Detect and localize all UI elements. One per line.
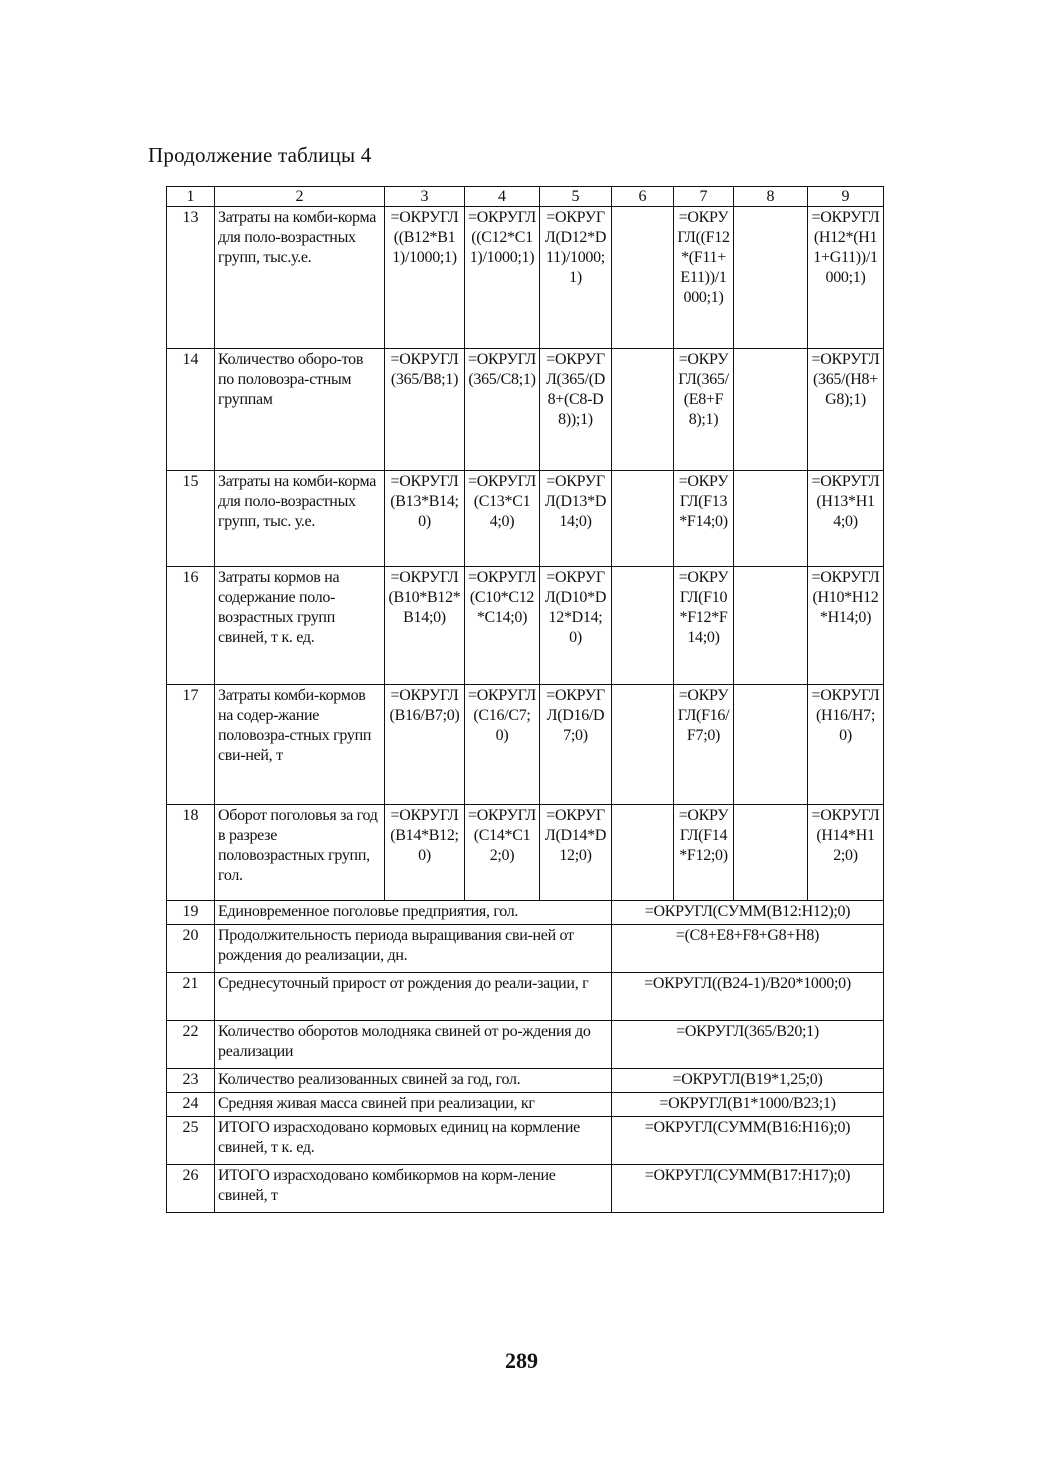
formula-cell: =ОКРУГЛ(H10*H12*H14;0) xyxy=(808,567,884,685)
table-row xyxy=(167,685,884,805)
formula-cell: =ОКРУГЛ(D10*D12*D14;0) xyxy=(540,567,612,685)
empty-cell xyxy=(612,685,674,805)
formula-cell: =ОКРУГЛ(365/(D8+(C8-D8));1) xyxy=(540,349,612,471)
table-row xyxy=(167,349,884,471)
merged-formula-cell: =ОКРУГЛ(B19*1,25;0) xyxy=(612,1069,884,1093)
table-row xyxy=(167,1021,884,1069)
header-col-3: 3 xyxy=(385,187,465,207)
formula-cell: =ОКРУГЛ(D16/D7;0) xyxy=(540,685,612,805)
formula-cell: =ОКРУГЛ(D12*D11)/1000;1) xyxy=(540,207,612,349)
formula-cell: =ОКРУГЛ(F14*F12;0) xyxy=(674,805,734,901)
merged-formula-cell: =ОКРУГЛ((B24-1)/B20*1000;0) xyxy=(612,973,884,1021)
table-row xyxy=(167,1093,884,1117)
formula-cell: =ОКРУГЛ(365/B8;1) xyxy=(385,349,465,471)
row-description: Среднесуточный прирост от рождения до реали-зации, г xyxy=(215,973,612,1021)
row-description: Затраты комби-кормов на содер-жание половозра-стных групп сви-ней, т xyxy=(215,685,385,805)
formula-cell: =ОКРУГЛ(F16/F7;0) xyxy=(674,685,734,805)
merged-formula-cell: =ОКРУГЛ(365/B20;1) xyxy=(612,1021,884,1069)
empty-cell xyxy=(734,349,808,471)
header-col-6: 6 xyxy=(612,187,674,207)
empty-cell xyxy=(612,567,674,685)
formula-cell: =ОКРУГЛ(365/C8;1) xyxy=(465,349,540,471)
formula-cell: =ОКРУГЛ(H12*(H11+G11))/1000;1) xyxy=(808,207,884,349)
formula-cell: =ОКРУГЛ(B16/B7;0) xyxy=(385,685,465,805)
row-number: 15 xyxy=(167,471,215,567)
merged-formula-cell: =ОКРУГЛ(B1*1000/B23;1) xyxy=(612,1093,884,1117)
row-description: Затраты кормов на содержание поло-возрастных групп свиней, т к. ед. xyxy=(215,567,385,685)
header-col-7: 7 xyxy=(674,187,734,207)
row-number: 18 xyxy=(167,805,215,901)
merged-formula-cell: =ОКРУГЛ(СУММ(B17:H17);0) xyxy=(612,1165,884,1213)
formula-cell: =ОКРУГЛ((B12*B11)/1000;1) xyxy=(385,207,465,349)
header-col-9: 9 xyxy=(808,187,884,207)
formula-cell: =ОКРУГЛ((F12*(F11+E11))/1000;1) xyxy=(674,207,734,349)
empty-cell xyxy=(612,349,674,471)
empty-cell xyxy=(734,567,808,685)
table-row xyxy=(167,925,884,973)
row-description: Продолжительность периода выращивания сви-ней от рождения до реализации, дн. xyxy=(215,925,612,973)
formula-cell: =ОКРУГЛ(B10*B12*B14;0) xyxy=(385,567,465,685)
merged-formula-cell: =ОКРУГЛ(СУММ(B16:H16);0) xyxy=(612,1117,884,1165)
formula-table xyxy=(166,186,884,1213)
empty-cell xyxy=(734,471,808,567)
row-description: Затраты на комби-корма для поло-возрастных групп, тыс.у.е. xyxy=(215,207,385,349)
table-row xyxy=(167,973,884,1021)
formula-cell: =ОКРУГЛ(D13*D14;0) xyxy=(540,471,612,567)
row-description: ИТОГО израсходовано комбикормов на корм-ление свиней, т xyxy=(215,1165,612,1213)
formula-cell: =ОКРУГЛ(C10*C12*C14;0) xyxy=(465,567,540,685)
table-row xyxy=(167,1117,884,1165)
row-number: 17 xyxy=(167,685,215,805)
row-number: 16 xyxy=(167,567,215,685)
empty-cell xyxy=(734,685,808,805)
row-description: Оборот поголовья за год в разрезе половозрастных групп, гол. xyxy=(215,805,385,901)
empty-cell xyxy=(734,207,808,349)
header-col-1: 1 xyxy=(167,187,215,207)
row-description: Количество оборотов молодняка свиней от ро-ждения до реализации xyxy=(215,1021,612,1069)
table-caption: Продолжение таблицы 4 xyxy=(148,143,372,167)
empty-cell xyxy=(612,207,674,349)
merged-formula-cell: =ОКРУГЛ(СУММ(B12:H12);0) xyxy=(612,901,884,925)
table-row xyxy=(167,207,884,349)
row-number: 19 xyxy=(167,901,215,925)
row-number: 13 xyxy=(167,207,215,349)
formula-cell: =ОКРУГЛ(C14*C12;0) xyxy=(465,805,540,901)
row-number: 26 xyxy=(167,1165,215,1213)
header-row xyxy=(167,187,884,207)
row-number: 23 xyxy=(167,1069,215,1093)
header-col-4: 4 xyxy=(465,187,540,207)
table-row xyxy=(167,1165,884,1213)
row-number: 20 xyxy=(167,925,215,973)
table-row xyxy=(167,805,884,901)
merged-formula-cell: =(C8+E8+F8+G8+H8) xyxy=(612,925,884,973)
header-col-2: 2 xyxy=(215,187,385,207)
formula-cell: =ОКРУГЛ(H14*H12;0) xyxy=(808,805,884,901)
formula-cell: =ОКРУГЛ((C12*C11)/1000;1) xyxy=(465,207,540,349)
row-number: 22 xyxy=(167,1021,215,1069)
table-row xyxy=(167,567,884,685)
row-description: Количество оборо-тов по половозра-стным группам xyxy=(215,349,385,471)
empty-cell xyxy=(612,471,674,567)
formula-cell: =ОКРУГЛ(B14*B12;0) xyxy=(385,805,465,901)
formula-cell: =ОКРУГЛ(C16/C7;0) xyxy=(465,685,540,805)
row-number: 24 xyxy=(167,1093,215,1117)
formula-cell: =ОКРУГЛ(H13*H14;0) xyxy=(808,471,884,567)
formula-cell: =ОКРУГЛ(D14*D12;0) xyxy=(540,805,612,901)
table-row xyxy=(167,1069,884,1093)
page-number: 289 xyxy=(505,1348,538,1373)
row-description: Средняя живая масса свиней при реализации, кг xyxy=(215,1093,612,1117)
row-description: Затраты на комби-корма для поло-возрастных групп, тыс. у.е. xyxy=(215,471,385,567)
row-number: 21 xyxy=(167,973,215,1021)
table-row xyxy=(167,471,884,567)
empty-cell xyxy=(612,805,674,901)
formula-cell: =ОКРУГЛ(B13*B14;0) xyxy=(385,471,465,567)
row-description: ИТОГО израсходовано кормовых единиц на кормление свиней, т к. ед. xyxy=(215,1117,612,1165)
formula-cell: =ОКРУГЛ(365/(E8+F8);1) xyxy=(674,349,734,471)
header-col-8: 8 xyxy=(734,187,808,207)
formula-cell: =ОКРУГЛ(H16/H7;0) xyxy=(808,685,884,805)
formula-cell: =ОКРУГЛ(365/(H8+G8);1) xyxy=(808,349,884,471)
row-description: Единовременное поголовье предприятия, гол. xyxy=(215,901,612,925)
formula-cell: =ОКРУГЛ(F13*F14;0) xyxy=(674,471,734,567)
formula-cell: =ОКРУГЛ(F10*F12*F14;0) xyxy=(674,567,734,685)
header-col-5: 5 xyxy=(540,187,612,207)
formula-cell: =ОКРУГЛ(C13*C14;0) xyxy=(465,471,540,567)
row-description: Количество реализованных свиней за год, гол. xyxy=(215,1069,612,1093)
row-number: 14 xyxy=(167,349,215,471)
table-row xyxy=(167,901,884,925)
row-number: 25 xyxy=(167,1117,215,1165)
empty-cell xyxy=(734,805,808,901)
